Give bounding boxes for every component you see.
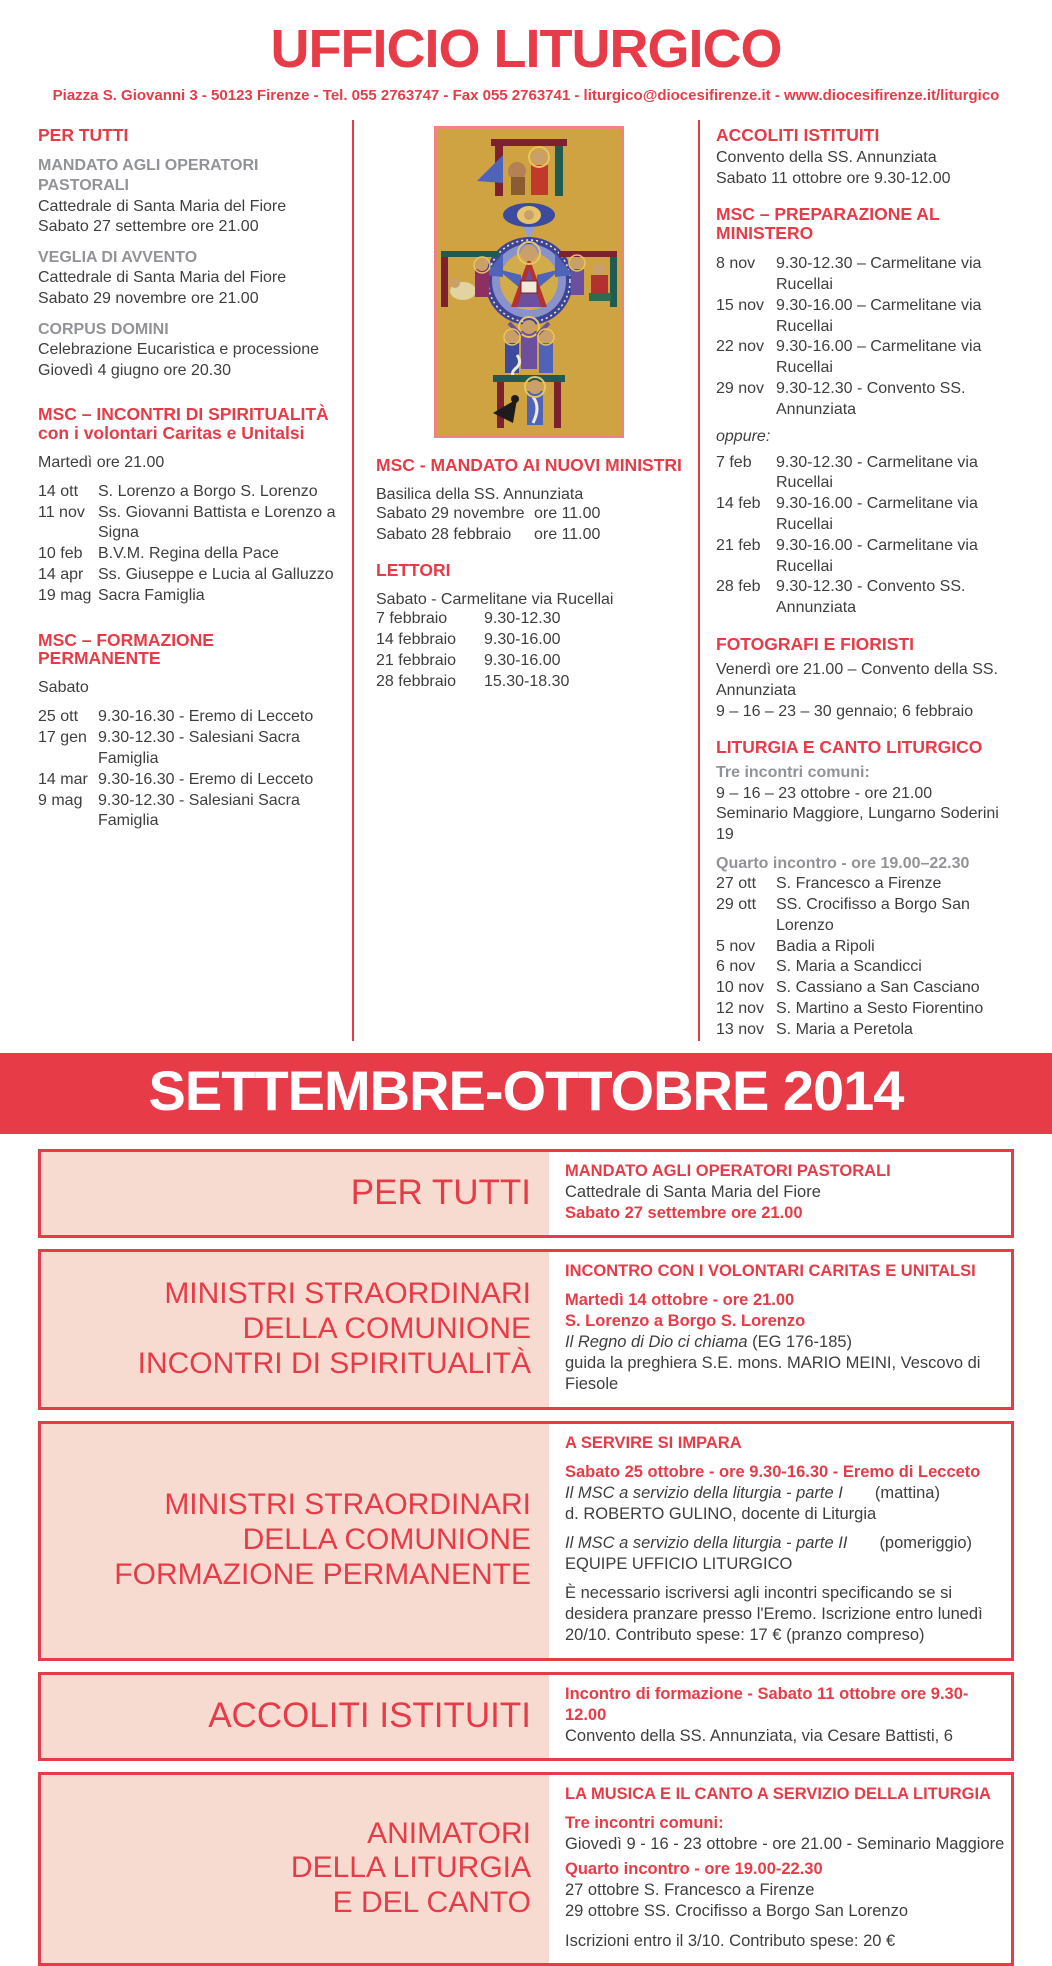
time: ore 11.00 xyxy=(534,504,601,522)
content-line: Martedì 14 ottobre - ore 21.00 xyxy=(565,1291,795,1310)
section-subtitle: Martedì ore 21.00 xyxy=(38,453,165,471)
spacer xyxy=(565,1454,1005,1462)
section-heading: ACCOLITI ISTITUITI xyxy=(716,125,880,145)
section-heading: LITURGIA E CANTO LITURGICO xyxy=(716,737,983,758)
date: 28 febbraio xyxy=(376,672,457,690)
list-item xyxy=(376,672,682,693)
content-line: Quarto incontro - ore 19.00-22.30 xyxy=(565,1860,823,1879)
content-heading: Incontro di formazione - Sabato 11 ottobre ore 9.30-12.00 xyxy=(565,1684,969,1724)
content-line: Giovedì 9 - 16 - 23 ottobre - ore 21.00 - Seminario Maggiore xyxy=(565,1835,1005,1854)
date: 27 ott xyxy=(716,875,757,893)
venue: 9.30-16.00 – Carmelitane via Rucellai xyxy=(776,296,982,335)
program-row-per-tutti xyxy=(38,1149,1014,1238)
list-item xyxy=(716,937,1014,958)
content-line: d. ROBERTO GULINO, docente di Liturgia xyxy=(565,1504,877,1523)
program-rows xyxy=(38,1149,1014,1966)
date-list xyxy=(38,707,336,832)
list-item xyxy=(716,978,1014,999)
section-fotografi xyxy=(716,635,1014,722)
content-line xyxy=(565,1332,1005,1353)
venue: Sacra Famiglia xyxy=(98,586,205,604)
date: 12 nov xyxy=(716,999,765,1017)
row-label-line: DELLA COMUNIONE xyxy=(242,1311,531,1345)
oppure-label: oppure: xyxy=(716,427,771,445)
date: 15 nov xyxy=(716,296,765,314)
column-left xyxy=(38,120,352,1041)
venue: 9.30-12.30 - Salesiani Sacra Famiglia xyxy=(98,729,300,767)
subsection-label: Quarto incontro - ore 19.00–22.30 xyxy=(716,854,970,872)
content-line: guida la preghiera S.E. mons. MARIO MEINI, Vescovo di Fiesole xyxy=(565,1354,981,1394)
date: 5 nov xyxy=(716,937,756,955)
venue: 9.30-16.30 - Eremo di Lecceto xyxy=(98,708,314,726)
list-item xyxy=(376,651,682,672)
plain-text: (EG 176-185) xyxy=(747,1333,853,1352)
date: 6 nov xyxy=(716,958,756,976)
section-accoliti xyxy=(716,126,1014,189)
date: Sabato 28 febbraio xyxy=(376,525,512,543)
list-item xyxy=(38,791,336,833)
date-list xyxy=(716,453,1014,619)
section-preparazione xyxy=(716,205,1014,619)
section-heading: MSC – FORMAZIONE PERMANENTE xyxy=(38,629,214,669)
row-label-line: PER TUTTI xyxy=(350,1172,531,1212)
list-item xyxy=(716,296,1014,338)
section-heading xyxy=(38,405,336,443)
time: 9.30-16.00 xyxy=(484,651,561,669)
row-label-line: MINISTRI STRAORDINARI xyxy=(164,1277,531,1311)
section-liturgia-canto xyxy=(716,738,1014,1040)
event xyxy=(38,248,336,309)
date: 9 mag xyxy=(38,791,83,809)
row-label-line: DELLA LITURGIA xyxy=(290,1851,531,1885)
section-lettori xyxy=(376,561,682,692)
venue-line: Seminario Maggiore, Lungarno Soderini 19 xyxy=(716,805,999,844)
venue: S. Cassiano a San Casciano xyxy=(776,979,980,997)
content-line: Convento della SS. Annunziata, via Cesare Battisti, 6 xyxy=(565,1726,953,1745)
list-item xyxy=(38,544,336,565)
list-item xyxy=(38,770,336,791)
date: Sabato 29 novembre xyxy=(376,504,525,522)
list-item xyxy=(716,536,1014,578)
venue: 9.30-12.30 - Salesiani Sacra Famiglia xyxy=(98,791,300,830)
row-content xyxy=(549,1424,1011,1658)
row-label xyxy=(41,1152,549,1235)
event-line: Sabato 29 novembre ore 21.00 xyxy=(38,289,259,307)
venue: Ss. Giovanni Battista e Lorenzo a Signa xyxy=(98,503,336,542)
venue: S. Lorenzo a Borgo S. Lorenzo xyxy=(98,482,318,500)
list-item xyxy=(716,254,1014,296)
month-banner: SETTEMBRE-OTTOBRE 2014 xyxy=(0,1053,1052,1134)
section-heading: PER TUTTI xyxy=(38,125,129,145)
italic-text: Il MSC a servizio della liturgia - parte I xyxy=(565,1483,843,1502)
list-item xyxy=(376,630,682,651)
date-line: Venerdì ore 21.00 – Convento della SS. Annunziata xyxy=(716,660,998,699)
date: 14 ott xyxy=(38,482,79,500)
venue-line: Convento della SS. Annunziata xyxy=(716,148,937,166)
list-item xyxy=(716,895,1014,937)
time: 15.30-18.30 xyxy=(484,672,570,690)
list-item xyxy=(716,1020,1014,1041)
time: 9.30-12.30 xyxy=(484,610,561,628)
row-content xyxy=(549,1152,1011,1235)
row-label xyxy=(41,1252,549,1407)
venue: S. Maria a Scandicci xyxy=(776,958,922,976)
date-list xyxy=(376,504,682,546)
event-line: Sabato 27 settembre ore 21.00 xyxy=(38,217,259,235)
content-heading: A SERVIRE SI IMPARA xyxy=(565,1433,742,1452)
event xyxy=(38,320,336,381)
italic-text: Il Regno di Dio ci chiama xyxy=(565,1333,748,1352)
date: 14 mar xyxy=(38,770,88,788)
contact-address-line: Piazza S. Giovanni 3 - 50123 Firenze - Tel. 055 2763747 - Fax 055 2763741 - liturgico@diocesifirenze.it - www.diocesifirenze.it/liturgico xyxy=(52,87,1000,104)
time: ore 11.00 xyxy=(534,525,601,543)
date: 29 ott xyxy=(716,896,757,913)
venue: 9.30-12.30 - Carmelitane via Rucellai xyxy=(776,453,978,492)
date-list xyxy=(716,874,1014,1040)
list-item xyxy=(376,525,682,546)
spacer xyxy=(565,1805,1005,1813)
content-line: Sabato 25 ottobre - ore 9.30-16.30 - Eremo di Lecceto xyxy=(565,1462,981,1481)
date: 10 feb xyxy=(38,545,83,563)
venue: S. Maria a Peretola xyxy=(776,1020,913,1038)
list-item xyxy=(716,577,1014,619)
venue: 9.30-16.30 - Eremo di Lecceto xyxy=(98,770,314,788)
row-label-line: E DEL CANTO xyxy=(332,1886,531,1920)
section-per-tutti xyxy=(38,126,336,381)
column-center xyxy=(352,120,700,1041)
heading-line: con i volontari Caritas e Unitalsi xyxy=(38,422,305,443)
section-msc-spiritualita xyxy=(38,405,336,607)
row-label xyxy=(41,1675,549,1758)
date: 25 ott xyxy=(38,708,79,726)
date: 22 nov xyxy=(716,338,765,356)
section-subtitle: Sabato xyxy=(38,679,89,697)
section-heading: LETTORI xyxy=(376,560,451,581)
date: 11 nov xyxy=(38,503,85,521)
event xyxy=(38,156,336,237)
list-item xyxy=(716,999,1014,1020)
date-line: 9 – 16 – 23 – 30 gennaio; 6 febbraio xyxy=(716,702,974,720)
venue-line: Basilica della SS. Annunziata xyxy=(376,485,584,503)
date: 29 nov xyxy=(716,380,765,398)
event-name: VEGLIA DI AVVENTO xyxy=(38,249,198,267)
date: 8 nov xyxy=(716,255,756,273)
venue: Badia a Ripoli xyxy=(776,937,875,955)
date: 7 feb xyxy=(716,453,752,471)
list-item xyxy=(716,874,1014,895)
section-msc-mandato xyxy=(376,456,682,545)
venue: 9.30-16.00 - Carmelitane via Rucellai xyxy=(776,536,978,575)
list-item xyxy=(38,503,336,545)
content-line xyxy=(565,1533,1005,1554)
date-line: Sabato 11 ottobre ore 9.30-12.00 xyxy=(716,169,951,187)
italic-text: Il MSC a servizio della liturgia - parte II xyxy=(565,1534,848,1552)
list-item xyxy=(716,494,1014,536)
date-list xyxy=(376,609,682,692)
content-line: S. Lorenzo a Borgo S. Lorenzo xyxy=(565,1312,806,1331)
date: 13 nov xyxy=(716,1020,765,1038)
program-row-accoliti xyxy=(38,1672,1014,1761)
program-row-spiritualita xyxy=(38,1249,1014,1410)
row-label-line: FORMAZIONE PERMANENTE xyxy=(114,1557,531,1591)
date: 7 febbraio xyxy=(376,610,448,628)
program-row-formazione xyxy=(38,1421,1014,1661)
illuminated-cross-image xyxy=(434,126,624,438)
section-heading: MSC – PREPARAZIONE AL MINISTERO xyxy=(716,204,940,244)
venue: B.V.M. Regina della Pace xyxy=(98,545,279,563)
list-item xyxy=(716,453,1014,495)
page-title: UFFICIO LITURGICO xyxy=(270,19,782,79)
date: 14 apr xyxy=(38,565,84,583)
venue: 9.30-16.00 - Carmelitane via Rucellai xyxy=(776,495,978,534)
section-msc-formazione xyxy=(38,631,336,833)
date: 10 nov xyxy=(716,979,765,997)
venue: SS. Crocifisso a Borgo San Lorenzo xyxy=(776,896,970,934)
event-name: MANDATO AGLI OPERATORI PASTORALI xyxy=(38,156,259,195)
spacer xyxy=(565,1525,1005,1533)
registration-note: Iscrizioni entro il 3/10. Contributo spese: 20 € xyxy=(565,1931,896,1950)
content-line xyxy=(565,1483,1005,1504)
row-content xyxy=(549,1775,1011,1963)
event-line: Cattedrale di Santa Maria del Fiore xyxy=(38,269,287,287)
list-item xyxy=(716,957,1014,978)
list-item xyxy=(376,504,682,525)
row-label-line: ACCOLITI ISTITUITI xyxy=(208,1695,531,1735)
content-heading: INCONTRO CON I VOLONTARI CARITAS E UNITALSI xyxy=(565,1261,976,1280)
venue: 9.30-12.30 - Convento SS. Annunziata xyxy=(776,380,966,418)
spacer xyxy=(565,1923,1005,1931)
date-line: 9 – 16 – 23 ottobre - ore 21.00 xyxy=(716,784,933,802)
content-line: 29 ottobre SS. Crocifisso a Borgo San Lorenzo xyxy=(565,1902,909,1921)
content-line: EQUIPE UFFICIO LITURGICO xyxy=(565,1555,793,1574)
list-item xyxy=(376,609,682,630)
event-line: Cattedrale di Santa Maria del Fiore xyxy=(38,197,287,215)
row-label-line: DELLA COMUNIONE xyxy=(242,1523,531,1557)
top-columns xyxy=(38,120,1014,1041)
content-heading: LA MUSICA E IL CANTO A SERVIZIO DELLA LITURGIA xyxy=(565,1784,991,1803)
plain-text: (pomeriggio) xyxy=(879,1534,973,1552)
venue: Ss. Giuseppe e Lucia al Galluzzo xyxy=(98,565,334,583)
list-item xyxy=(38,728,336,770)
event-name: CORPUS DOMINI xyxy=(38,321,169,339)
event-line: Celebrazione Eucaristica e processione xyxy=(38,341,320,359)
list-item xyxy=(38,586,336,607)
date: 19 mag xyxy=(38,586,92,604)
row-label xyxy=(41,1424,549,1658)
content-line: 27 ottobre S. Francesco a Firenze xyxy=(565,1881,815,1900)
row-content xyxy=(549,1675,1011,1758)
list-item xyxy=(716,337,1014,379)
content-line: Tre incontri comuni: xyxy=(565,1813,724,1832)
event-line: Giovedì 4 giugno ore 20.30 xyxy=(38,361,232,379)
section-heading: MSC - MANDATO AI NUOVI MINISTRI xyxy=(376,455,682,475)
list-item xyxy=(38,707,336,728)
list-item xyxy=(38,565,336,586)
venue: 9.30-16.00 – Carmelitane via Rucellai xyxy=(776,338,982,377)
column-right xyxy=(700,120,1014,1041)
date: 28 feb xyxy=(716,578,761,596)
row-label-line: ANIMATORI xyxy=(367,1816,531,1850)
row-content xyxy=(549,1252,1011,1407)
subsection-label: Tre incontri comuni: xyxy=(716,764,870,782)
date: 14 febbraio xyxy=(376,631,457,649)
venue: 9.30-12.30 - Convento SS. Annunziata xyxy=(776,578,966,617)
program-row-animatori xyxy=(38,1772,1014,1966)
content-heading: MANDATO AGLI OPERATORI PASTORALI xyxy=(565,1161,891,1180)
date-list xyxy=(38,482,336,607)
content-line: Sabato 27 settembre ore 21.00 xyxy=(565,1203,803,1222)
section-heading: FOTOGRAFI E FIORISTI xyxy=(716,634,915,655)
section-subtitle: Sabato - Carmelitane via Rucellai xyxy=(376,591,614,609)
plain-text: (mattina) xyxy=(874,1483,940,1502)
venue: 9.30-12.30 – Carmelitane via Rucellai xyxy=(776,255,982,294)
spacer xyxy=(565,1282,1005,1290)
date: 21 febbraio xyxy=(376,651,457,669)
time: 9.30-16.00 xyxy=(484,631,561,649)
venue: S. Martino a Sesto Fiorentino xyxy=(776,999,984,1017)
registration-note: È necessario iscriversi agli incontri specificando se si desidera pranzare presso l'Eremo. Iscrizione entro lunedì 20/10. Contributo spese: 17 € (pranzo compreso) xyxy=(565,1584,983,1645)
venue: S. Francesco a Firenze xyxy=(776,875,942,893)
list-item xyxy=(38,482,336,503)
list-item xyxy=(716,379,1014,421)
row-label xyxy=(41,1775,549,1963)
date: 17 gen xyxy=(38,729,87,747)
date: 14 feb xyxy=(716,495,761,513)
row-label-line: MINISTRI STRAORDINARI xyxy=(164,1488,531,1522)
heading-line: MSC – INCONTRI DI SPIRITUALITÀ xyxy=(38,404,329,425)
date-list xyxy=(716,254,1014,420)
spacer xyxy=(565,1575,1005,1583)
content-line: Cattedrale di Santa Maria del Fiore xyxy=(565,1182,821,1201)
date: 21 feb xyxy=(716,536,761,554)
row-label-line: INCONTRI DI SPIRITUALITÀ xyxy=(137,1346,531,1380)
